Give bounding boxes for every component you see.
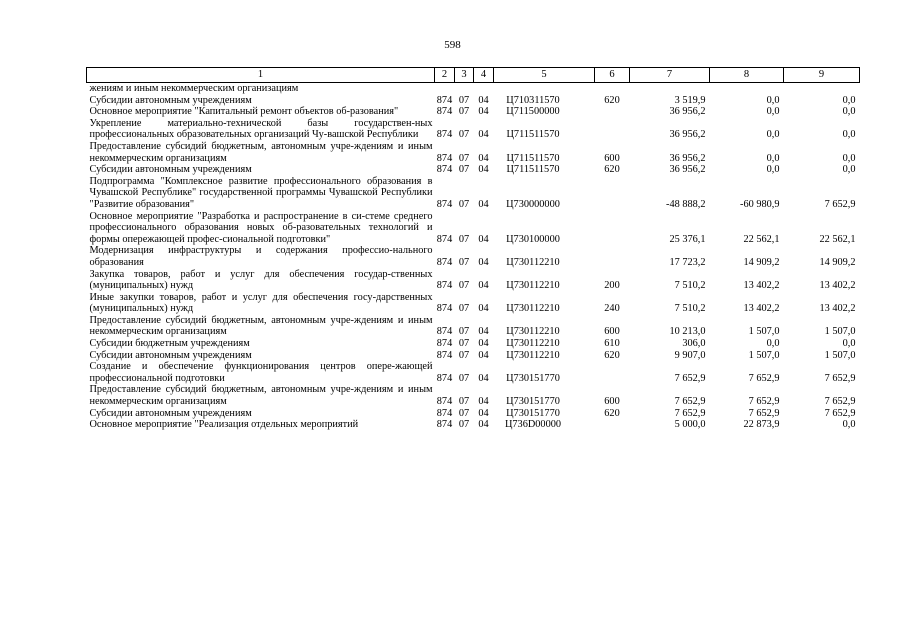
cell-amount-8: 13 402,2 bbox=[743, 303, 780, 315]
cell-section: 07 bbox=[458, 338, 470, 350]
cell-target-code: Ц711511570 bbox=[506, 152, 560, 164]
cell-target-code: Ц730112210 bbox=[506, 280, 560, 292]
table-header-row bbox=[87, 68, 860, 83]
table-row bbox=[87, 384, 860, 407]
cell-amount-8: 7 652,9 bbox=[748, 372, 780, 384]
cell-amount-8: 0,0 bbox=[766, 164, 780, 176]
cell-target-code: Ц730112210 bbox=[506, 256, 560, 268]
cell-subsection: 04 bbox=[478, 349, 489, 361]
cell-ministry: 874 bbox=[436, 326, 453, 338]
cell-amount-7: 10 213,0 bbox=[669, 326, 706, 338]
row-name: Субсидии автономным учреждениям bbox=[89, 164, 252, 176]
cell-ministry: 874 bbox=[436, 198, 453, 210]
row-name: Подпрограмма "Комплексное развитие профессионального образования в Чувашской Республике" государственной программы Чувашской Республики "Развитие образования" bbox=[89, 175, 433, 210]
cell-amount-7: 7 652,9 bbox=[674, 396, 706, 408]
cell-ministry: 874 bbox=[436, 280, 453, 292]
cell-target-code: Ц730112210 bbox=[506, 349, 560, 361]
page-number: 598 bbox=[444, 39, 461, 51]
column-header-1: 1 bbox=[87, 68, 435, 83]
cell-amount-9: 0,0 bbox=[842, 106, 856, 118]
cell-section bbox=[455, 83, 474, 95]
cell-section: 07 bbox=[458, 349, 470, 361]
cell-amount-9: 7 652,9 bbox=[824, 407, 856, 419]
cell-amount-9: 0,0 bbox=[842, 152, 856, 164]
cell-target-code: Ц730151770 bbox=[506, 407, 560, 419]
table-row bbox=[87, 141, 860, 164]
cell-section: 07 bbox=[458, 94, 470, 106]
table-row bbox=[87, 292, 860, 315]
row-name: Субсидии автономным учреждениям bbox=[89, 349, 252, 361]
cell-amount-8: 7 652,9 bbox=[748, 407, 780, 419]
cell-ministry: 874 bbox=[436, 106, 453, 118]
cell-section: 07 bbox=[458, 233, 470, 245]
cell-ministry: 874 bbox=[436, 407, 453, 419]
cell-amount-7: 36 956,2 bbox=[669, 152, 706, 164]
table-row bbox=[87, 83, 860, 95]
row-name: Предоставление субсидий бюджетным, автономным учре-ждениям и иным некоммерческим организациям bbox=[89, 140, 433, 164]
cell-amount-7: 36 956,2 bbox=[669, 164, 706, 176]
cell-ministry: 874 bbox=[436, 349, 453, 361]
cell-subsection: 04 bbox=[478, 256, 489, 268]
cell-ministry: 874 bbox=[436, 338, 453, 350]
column-header-2: 2 bbox=[435, 68, 455, 83]
cell-section: 07 bbox=[458, 129, 470, 141]
cell-expense-type bbox=[595, 118, 630, 141]
cell-expense-type bbox=[595, 419, 630, 431]
cell-amount-9: 7 652,9 bbox=[824, 372, 856, 384]
cell-target-code: Ц730100000 bbox=[506, 233, 560, 245]
table-row bbox=[87, 350, 860, 362]
cell-subsection: 04 bbox=[478, 94, 489, 106]
table-row bbox=[87, 211, 860, 246]
row-name: Иные закупки товаров, работ и услуг для обеспечения госу-дарственных (муниципальных) нужд bbox=[89, 291, 433, 315]
cell-amount-8: 0,0 bbox=[766, 338, 780, 350]
cell-amount-9: 0,0 bbox=[842, 129, 856, 141]
cell-amount-9: 13 402,2 bbox=[819, 280, 856, 292]
cell-section: 07 bbox=[458, 164, 470, 176]
cell-amount-9: 0,0 bbox=[842, 94, 856, 106]
cell-subsection bbox=[474, 83, 494, 95]
table-row bbox=[87, 419, 860, 431]
row-name: Закупка товаров, работ и услуг для обеспечения государ-ственных (муниципальных) нужд bbox=[89, 268, 433, 292]
cell-amount-8: 0,0 bbox=[766, 129, 780, 141]
cell-section: 07 bbox=[458, 396, 470, 408]
cell-expense-type: 240 bbox=[604, 303, 620, 315]
table-row bbox=[87, 176, 860, 211]
table-row bbox=[87, 408, 860, 420]
cell-amount-9: 22 562,1 bbox=[819, 233, 856, 245]
cell-expense-type: 200 bbox=[604, 280, 620, 292]
cell-expense-type bbox=[595, 361, 630, 384]
table-row bbox=[87, 245, 860, 268]
cell-amount-9: 1 507,0 bbox=[824, 349, 856, 361]
cell-ministry: 874 bbox=[436, 303, 453, 315]
cell-subsection: 04 bbox=[478, 407, 489, 419]
cell-amount-9: 7 652,9 bbox=[824, 198, 856, 210]
row-name: Предоставление субсидий бюджетным, автономным учре-ждениям и иным некоммерческим организациям bbox=[89, 384, 433, 408]
budget-table bbox=[86, 67, 860, 431]
row-name: Укрепление материально-технической базы государствен-ных профессиональных образовательных организаций Чу-вашской Республики bbox=[89, 117, 433, 141]
cell-target-code: Ц730151770 bbox=[506, 396, 560, 408]
column-header-5: 5 bbox=[494, 68, 595, 83]
cell-section: 07 bbox=[458, 407, 470, 419]
cell-target-code: Ц730112210 bbox=[506, 338, 560, 350]
row-name: Основное мероприятие "Разработка и распространение в си-стеме среднего профессионального образования новых об-разовательных технологий и формы опережающей профес-сиональной подготовки" bbox=[89, 210, 433, 245]
cell-amount-9: 0,0 bbox=[842, 164, 856, 176]
cell-amount-7: 17 723,2 bbox=[669, 256, 706, 268]
row-name: жениям и иным некоммерческим организациям bbox=[89, 83, 299, 94]
cell-target-code: Ц730112210 bbox=[506, 303, 560, 315]
cell-subsection: 04 bbox=[478, 106, 489, 118]
row-name: Основное мероприятие "Капитальный ремонт объектов об-разования" bbox=[89, 106, 399, 118]
cell-target-code: Ц736D00000 bbox=[504, 419, 562, 431]
table-row bbox=[87, 164, 860, 176]
cell-ministry: 874 bbox=[436, 129, 453, 141]
cell-ministry: 874 bbox=[436, 396, 453, 408]
cell-amount-9 bbox=[784, 83, 860, 95]
cell-expense-type bbox=[595, 211, 630, 246]
cell-ministry: 874 bbox=[436, 164, 453, 176]
cell-ministry: 874 bbox=[436, 256, 453, 268]
cell-expense-type: 610 bbox=[604, 338, 620, 350]
column-header-9: 9 bbox=[784, 68, 860, 83]
cell-amount-7: 7 652,9 bbox=[674, 407, 706, 419]
cell-amount-9: 7 652,9 bbox=[824, 396, 856, 408]
cell-amount-8: 1 507,0 bbox=[748, 349, 780, 361]
cell-section: 07 bbox=[458, 280, 470, 292]
cell-amount-7: 9 907,0 bbox=[674, 349, 706, 361]
cell-amount-7: 306,0 bbox=[682, 338, 706, 350]
cell-amount-7: 25 376,1 bbox=[669, 233, 706, 245]
cell-expense-type: 600 bbox=[604, 326, 620, 338]
cell-amount-8: 13 402,2 bbox=[743, 280, 780, 292]
row-name: Предоставление субсидий бюджетным, автономным учре-ждениям и иным некоммерческим организациям bbox=[89, 314, 433, 338]
cell-target-code: Ц711500000 bbox=[506, 106, 560, 118]
cell-subsection: 04 bbox=[478, 233, 489, 245]
row-name: Основное мероприятие "Реализация отдельных мероприятий bbox=[89, 419, 359, 431]
cell-amount-8: 22 562,1 bbox=[743, 233, 780, 245]
cell-amount-7: 7 652,9 bbox=[674, 372, 706, 384]
table-row bbox=[87, 118, 860, 141]
cell-expense-type bbox=[595, 245, 630, 268]
cell-amount-8: 0,0 bbox=[766, 106, 780, 118]
cell-section: 07 bbox=[458, 256, 470, 268]
row-name: Модернизация инфраструктуры и содержания профессио-нального образования bbox=[89, 245, 433, 268]
cell-amount-7: 36 956,2 bbox=[669, 129, 706, 141]
row-name: Субсидии бюджетным учреждениям bbox=[89, 338, 250, 350]
cell-ministry bbox=[435, 83, 455, 95]
cell-expense-type bbox=[595, 83, 630, 95]
row-name: Создание и обеспечение функционирования центров опере-жающей профессиональной подготовки bbox=[89, 361, 433, 384]
cell-expense-type: 620 bbox=[604, 94, 620, 106]
cell-section: 07 bbox=[458, 419, 470, 431]
cell-amount-7: 3 519,9 bbox=[674, 94, 706, 106]
column-header-6: 6 bbox=[595, 68, 630, 83]
cell-subsection: 04 bbox=[478, 303, 489, 315]
cell-amount-8: 0,0 bbox=[766, 94, 780, 106]
cell-expense-type: 620 bbox=[604, 407, 620, 419]
cell-expense-type bbox=[595, 176, 630, 211]
cell-amount-8: 0,0 bbox=[766, 152, 780, 164]
cell-amount-7: 7 510,2 bbox=[674, 303, 706, 315]
cell-amount-8: 22 873,9 bbox=[743, 419, 780, 431]
cell-subsection: 04 bbox=[478, 198, 489, 210]
cell-section: 07 bbox=[458, 303, 470, 315]
cell-target-code: Ц711511570 bbox=[506, 164, 560, 176]
column-header-4: 4 bbox=[474, 68, 494, 83]
cell-amount-7: 36 956,2 bbox=[669, 106, 706, 118]
table-row bbox=[87, 338, 860, 350]
cell-subsection: 04 bbox=[478, 396, 489, 408]
cell-target-code: Ц730000000 bbox=[506, 198, 560, 210]
cell-target-code: Ц711511570 bbox=[506, 129, 560, 141]
cell-ministry: 874 bbox=[436, 233, 453, 245]
cell-amount-7: 5 000,0 bbox=[674, 419, 706, 431]
cell-amount-7 bbox=[630, 83, 710, 95]
cell-amount-9: 0,0 bbox=[842, 338, 856, 350]
table-row bbox=[87, 106, 860, 118]
table-row bbox=[87, 269, 860, 292]
cell-section: 07 bbox=[458, 326, 470, 338]
table-row bbox=[87, 315, 860, 338]
cell-section: 07 bbox=[458, 198, 470, 210]
cell-subsection: 04 bbox=[478, 129, 489, 141]
table-row bbox=[87, 95, 860, 107]
cell-section: 07 bbox=[458, 106, 470, 118]
column-header-8: 8 bbox=[710, 68, 784, 83]
cell-amount-8 bbox=[710, 83, 784, 95]
cell-section: 07 bbox=[458, 152, 470, 164]
cell-target-code bbox=[494, 83, 595, 95]
cell-section: 07 bbox=[458, 372, 470, 384]
cell-subsection: 04 bbox=[478, 164, 489, 176]
cell-expense-type bbox=[595, 106, 630, 118]
column-header-7: 7 bbox=[630, 68, 710, 83]
cell-target-code: Ц730112210 bbox=[506, 326, 560, 338]
table-row bbox=[87, 361, 860, 384]
cell-target-code: Ц710311570 bbox=[506, 94, 560, 106]
cell-subsection: 04 bbox=[478, 338, 489, 350]
cell-ministry: 874 bbox=[436, 152, 453, 164]
cell-ministry: 874 bbox=[436, 94, 453, 106]
cell-amount-8: -60 980,9 bbox=[740, 198, 780, 210]
cell-amount-9: 1 507,0 bbox=[824, 326, 856, 338]
cell-subsection: 04 bbox=[478, 419, 489, 431]
cell-ministry: 874 bbox=[436, 419, 453, 431]
cell-expense-type: 620 bbox=[604, 164, 620, 176]
cell-ministry: 874 bbox=[436, 372, 453, 384]
cell-amount-8: 14 909,2 bbox=[743, 256, 780, 268]
cell-amount-9: 0,0 bbox=[842, 419, 856, 431]
row-name: Субсидии автономным учреждениям bbox=[89, 407, 252, 419]
cell-amount-9: 14 909,2 bbox=[819, 256, 856, 268]
cell-subsection: 04 bbox=[478, 152, 489, 164]
cell-expense-type: 600 bbox=[604, 396, 620, 408]
cell-amount-8: 7 652,9 bbox=[748, 396, 780, 408]
column-header-3: 3 bbox=[455, 68, 474, 83]
cell-expense-type: 600 bbox=[604, 152, 620, 164]
cell-subsection: 04 bbox=[478, 280, 489, 292]
cell-amount-7: 7 510,2 bbox=[674, 280, 706, 292]
cell-amount-7: -48 888,2 bbox=[666, 198, 706, 210]
cell-amount-9: 13 402,2 bbox=[819, 303, 856, 315]
cell-target-code: Ц730151770 bbox=[506, 372, 560, 384]
cell-subsection: 04 bbox=[478, 326, 489, 338]
cell-expense-type: 620 bbox=[604, 349, 620, 361]
cell-amount-8: 1 507,0 bbox=[748, 326, 780, 338]
cell-subsection: 04 bbox=[478, 372, 489, 384]
row-name: Субсидии автономным учреждениям bbox=[89, 94, 252, 106]
